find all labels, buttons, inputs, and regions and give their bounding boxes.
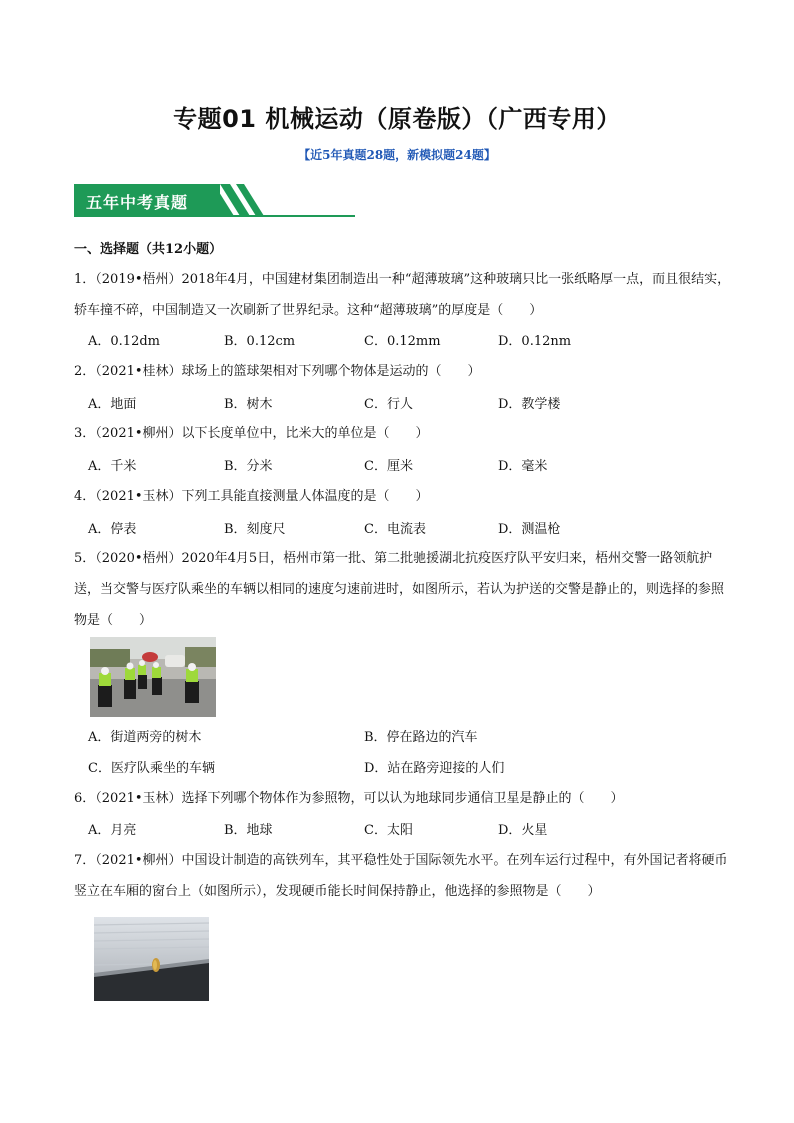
option-d[interactable]: D．测温枪 — [498, 522, 561, 537]
page-title: 专题01 机械运动（原卷版）（广西专用） — [173, 105, 621, 133]
coin-on-windowsill-photo — [94, 917, 209, 1001]
option-d[interactable]: D．毫米 — [498, 459, 548, 474]
option-a[interactable]: A．月亮 — [88, 823, 137, 838]
section-banner — [74, 184, 355, 218]
option-a[interactable]: A．0.12dm — [88, 334, 160, 349]
option-b[interactable]: B．刻度尺 — [224, 522, 286, 537]
option-b[interactable]: B．地球 — [224, 823, 273, 838]
section-heading: 一、选择题（共12小题） — [74, 242, 223, 257]
option-d[interactable]: D．站在路旁迎接的人们 — [364, 761, 505, 776]
option-a[interactable]: A．停表 — [88, 522, 137, 537]
option-c[interactable]: C．太阳 — [364, 823, 413, 838]
option-b[interactable]: B．分米 — [224, 459, 273, 474]
option-c[interactable]: C．行人 — [364, 397, 413, 412]
question-7: 7．（2021•柳州）中国设计制造的高铁列车，其平稳性处于国际领先水平。在列车运行过程中，有外国记者将硬币竖立在车厢的窗台上（如图所示），发现硬币能长时间保持静止，他选择的参照物是（ ） — [74, 853, 728, 899]
option-d[interactable]: D．火星 — [498, 823, 548, 838]
page-subtitle: 【近5年真题28题，新模拟题24题】 — [298, 148, 496, 162]
option-b[interactable]: B．树木 — [224, 397, 273, 412]
question-4: 4．（2021•玉林）下列工具能直接测量人体温度的是（ ） — [74, 489, 429, 504]
question-3: 3．（2021•柳州）以下长度单位中，比米大的单位是（ ） — [74, 426, 429, 441]
option-c[interactable]: C．0.12mm — [364, 334, 441, 349]
question-6: 6．（2021•玉林）选择下列哪个物体作为参照物，可以认为地球同步通信卫星是静止的（ ） — [74, 791, 624, 806]
option-d[interactable]: D．教学楼 — [498, 397, 561, 412]
motorcycle-escort-photo — [90, 637, 216, 717]
question-5: 5．（2020•梧州）2020年4月5日，梧州市第一批、第二批驰援湖北抗疫医疗队平安归来，梧州交警一路领航护送，当交警与医疗队乘坐的车辆以相同的速度匀速前进时，如图所示，若认为护送的交警是静止的，则选择的参照物是（ ） — [74, 551, 725, 628]
option-a[interactable]: A．地面 — [88, 397, 137, 412]
option-a[interactable]: A．街道两旁的树木 — [88, 730, 202, 745]
option-b[interactable]: B．停在路边的汽车 — [364, 730, 478, 745]
banner-label: 五年中考真题 — [86, 193, 189, 212]
option-b[interactable]: B．0.12cm — [224, 334, 296, 349]
option-c[interactable]: C．厘米 — [364, 459, 413, 474]
option-c[interactable]: C．医疗队乘坐的车辆 — [88, 761, 215, 776]
banner-underline — [74, 215, 355, 217]
question-1: 1．（2019•梧州）2018年4月，中国建材集团制造出一种“超薄玻璃”这种玻璃只比一张纸略厚一点，而且很结实，轿车撞不碎，中国制造又一次刷新了世界纪录。这种“超薄玻璃”的厚度是（ ） — [74, 272, 731, 318]
question-2: 2．（2021•桂林）球场上的篮球架相对下列哪个物体是运动的（ ） — [74, 364, 481, 379]
option-a[interactable]: A．千米 — [88, 459, 137, 474]
option-c[interactable]: C．电流表 — [364, 522, 426, 537]
option-d[interactable]: D．0.12nm — [498, 334, 572, 349]
